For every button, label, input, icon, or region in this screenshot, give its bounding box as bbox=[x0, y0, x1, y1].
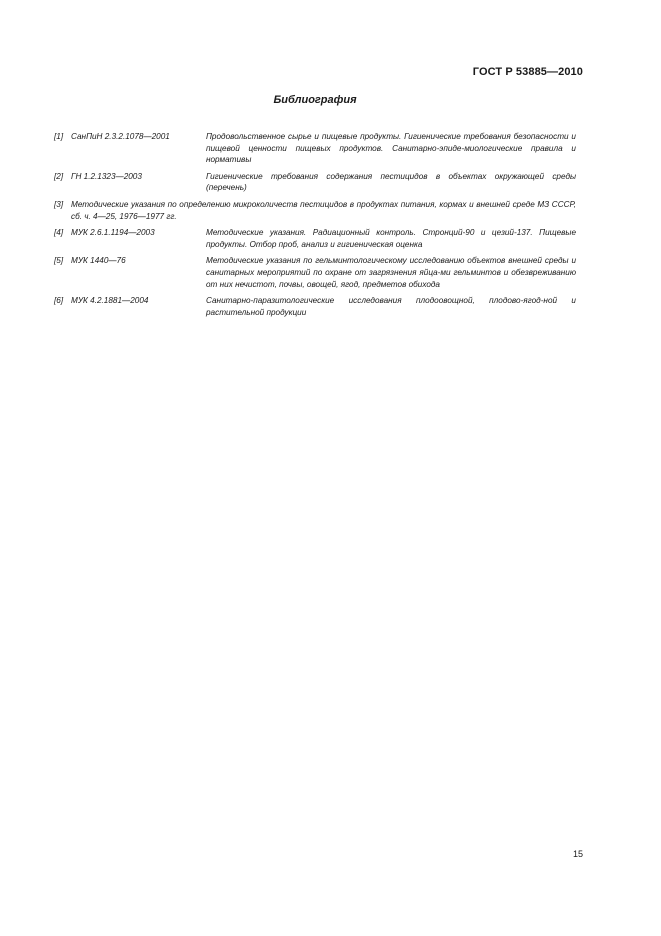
bibliography-entry-5 bbox=[54, 255, 576, 290]
bibliography-entry-1 bbox=[54, 131, 576, 166]
entry-description: Санитарно-паразитологические исследования плодоовощной, плодово-ягод-ной и растительной продукции bbox=[206, 296, 576, 317]
entry-number: [3] bbox=[54, 199, 64, 209]
bibliography-list bbox=[54, 131, 576, 323]
entry-number: [5] bbox=[54, 256, 64, 266]
entry-number: [2] bbox=[54, 171, 64, 181]
entry-code: МУК 2.6.1.1194—2003 bbox=[71, 228, 155, 238]
bibliography-entry-6 bbox=[54, 295, 576, 318]
entry-number: [1] bbox=[54, 132, 64, 141]
entry-code: ГН 1.2.1323—2003 bbox=[71, 171, 142, 181]
entry-number: [6] bbox=[54, 296, 64, 306]
bibliography-entry-3 bbox=[54, 199, 576, 222]
bibliography-entry-4 bbox=[54, 227, 576, 250]
entry-description: Методические указания по гельминтологическому исследованию объектов внешней среды и санитарных мероприятий по охране от загрязнения яйца-ми гельминтов и обезвреживанию от них нечистот, почвы, овощей, ягод, предметов обихода bbox=[206, 256, 576, 289]
entry-description: Гигиенические требования содержания пестицидов в объектах окружающей среды (перечень) bbox=[206, 171, 576, 193]
page-title: Библиография bbox=[273, 94, 357, 106]
entry-code: МУК 4.2.1881—2004 bbox=[71, 296, 149, 306]
entry-description: Методические указания. Радиационный контроль. Стронций-90 и цезий-137. Пищевые продукты. Отбор проб, анализ и гигиеническая оценка bbox=[206, 228, 576, 249]
entry-code: СанПиН 2.3.2.1078—2001 bbox=[71, 132, 170, 141]
bibliography-entry-2 bbox=[54, 171, 576, 194]
page-number: 15 bbox=[572, 849, 583, 859]
entry-number: [4] bbox=[54, 228, 64, 238]
document-code: ГОСТ Р 53885—2010 bbox=[472, 66, 583, 78]
entry-description: Продовольственное сырье и пищевые продукты. Гигиенические требования безопасности и пищевой ценности пищевых продуктов. Санитарно-эпиде-миологические правила и нормативы bbox=[206, 132, 576, 165]
entry-code: МУК 1440—76 bbox=[71, 256, 126, 266]
entry-description: Методические указания по определению микроколичеств пестицидов в продуктах питания, кормах и внешней среде МЗ СССР, сб. ч. 4—25, 1976—1977 гг. bbox=[71, 199, 576, 221]
